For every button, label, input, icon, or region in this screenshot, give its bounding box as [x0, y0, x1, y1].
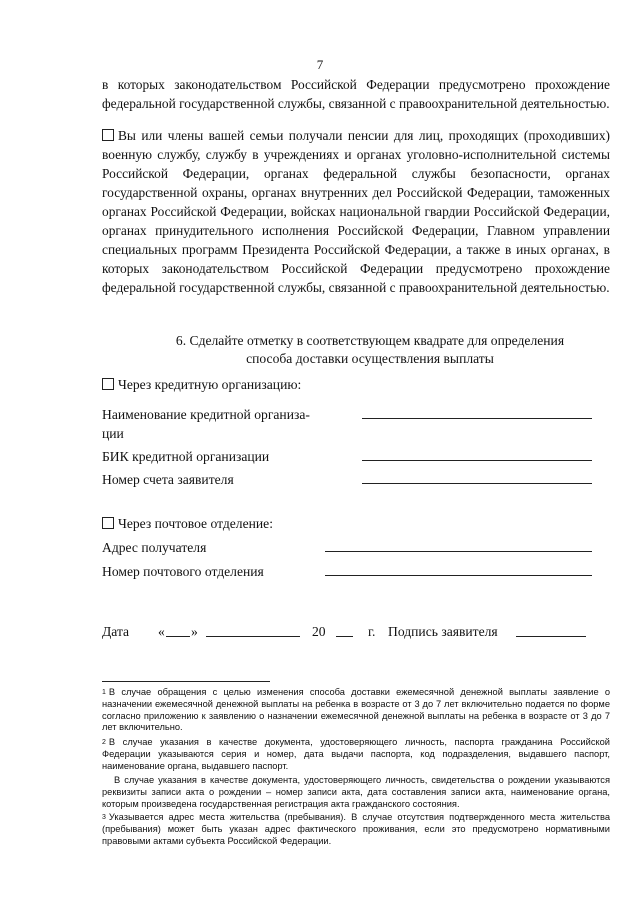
footnote-2-continued — [102, 775, 610, 810]
pension-checkbox[interactable] — [102, 129, 114, 141]
account-number-field[interactable] — [362, 483, 592, 484]
quote-open: « — [158, 624, 165, 639]
date-day-field[interactable] — [166, 636, 190, 637]
footnote-2 — [102, 737, 610, 772]
footnote-1 — [102, 687, 610, 734]
year-prefix: 20 — [312, 624, 326, 639]
credit-checkbox[interactable] — [102, 378, 114, 390]
bank-name-label-line2: ции — [102, 426, 124, 441]
footnote-3-mark: 3 — [102, 814, 106, 821]
bik-field[interactable] — [362, 460, 592, 461]
credit-option — [102, 376, 301, 394]
pension-question-paragraph — [102, 126, 610, 297]
section-6-line-1: 6. Сделайте отметку в соответствующем квадрате для определения — [175, 333, 565, 348]
bik-label: БИК кредитной организации — [102, 449, 270, 464]
section-6-heading — [150, 332, 590, 368]
footnote-divider — [102, 681, 270, 682]
date-label: Дата — [102, 624, 130, 639]
footnote-2-mark: 2 — [102, 739, 106, 746]
quote-close: » — [191, 624, 198, 639]
bank-name-field[interactable] — [362, 418, 592, 419]
post-option — [102, 515, 273, 533]
bank-name-label-line1: Наименование кредитной организа- — [102, 407, 310, 422]
section-6-line-2: способа доставки осуществления выплаты — [246, 351, 494, 366]
date-year-field[interactable] — [336, 636, 353, 637]
post-office-number-field[interactable] — [325, 575, 592, 576]
footnote-1-text: В случае обращения с целью изменения способа доставки ежемесячной денежной выплаты заявление о назначении ежемесячной денежной выплаты на ребенка в возрасте от 3 до 7 лет включительно подается по форме согласно приложению к заявлению о назначении ежемесячной денежной выплаты на ребенка в возрасте от 3 до 7 лет включительно. — [102, 687, 610, 733]
footnote-2-text: В случае указания в качестве документа, удостоверяющего личность, паспорта гражданина Российской Федерации указываются серия и номер, дата выдачи паспорта, код подразделения, выдавшего паспорт, наименование органа, выдавшего паспорт. — [102, 737, 610, 771]
recipient-address-label: Адрес получателя — [102, 540, 207, 555]
paragraph-continuation: в которых законодательством Российской Федерации предусмотрено прохождение федеральной государственной службы, связанной с правоохранительной деятельностью. — [102, 77, 610, 111]
signature-field[interactable] — [516, 636, 586, 637]
recipient-address-field[interactable] — [325, 551, 592, 552]
date-month-field[interactable] — [206, 636, 300, 637]
post-checkbox[interactable] — [102, 517, 114, 529]
credit-option-label: Через кредитную организацию: — [118, 377, 302, 392]
footnote-3-text: Указывается адрес места жительства (пребывания). В случае отсутствия подтвержденного места жительства (пребывания) может быть указан адрес фактического проживания, если это предусмотрено нормативными правовыми актами субъекта Российской Федерации. — [102, 812, 610, 846]
year-suffix: г. — [368, 624, 376, 639]
footnote-3 — [102, 812, 610, 847]
post-option-label: Через почтовое отделение: — [118, 516, 273, 531]
page-number: 7 — [316, 57, 324, 72]
signature-label: Подпись заявителя — [388, 624, 498, 639]
footnote-1-mark: 1 — [102, 689, 106, 696]
footnote-2b-text: В случае указания в качестве документа, удостоверяющего личность, свидетельства о рождении указываются реквизиты записи акта о рождении – номер записи акта, дата составления записи акта, наименование органа, которым произведена государственная регистрация акта гражданского состояния. — [102, 775, 610, 809]
post-office-number-label: Номер почтового отделения — [102, 564, 264, 579]
account-number-label: Номер счета заявителя — [102, 472, 234, 487]
pension-question-text: Вы или члены вашей семьи получали пенсии для лиц, проходящих (проходивших) военную службу, службу в учреждениях и органах уголовно-исполнительной системы Российской Федерации, органах федеральной службы безопасности, органах государственной охраны, органах внутренних дел Российской Федерации, таможенных органах Российской Федерации, войсках национальной гвардии Российской Федерации, органах принудительного исполнения Российской Федерации, Главном управлении специальных программ Президента Российской Федерации, а также в иных органах, в которых законодательством Российской Федерации предусмотрено прохождение федеральной государственной службы, связанной с правоохранительной деятельностью. — [102, 128, 610, 295]
